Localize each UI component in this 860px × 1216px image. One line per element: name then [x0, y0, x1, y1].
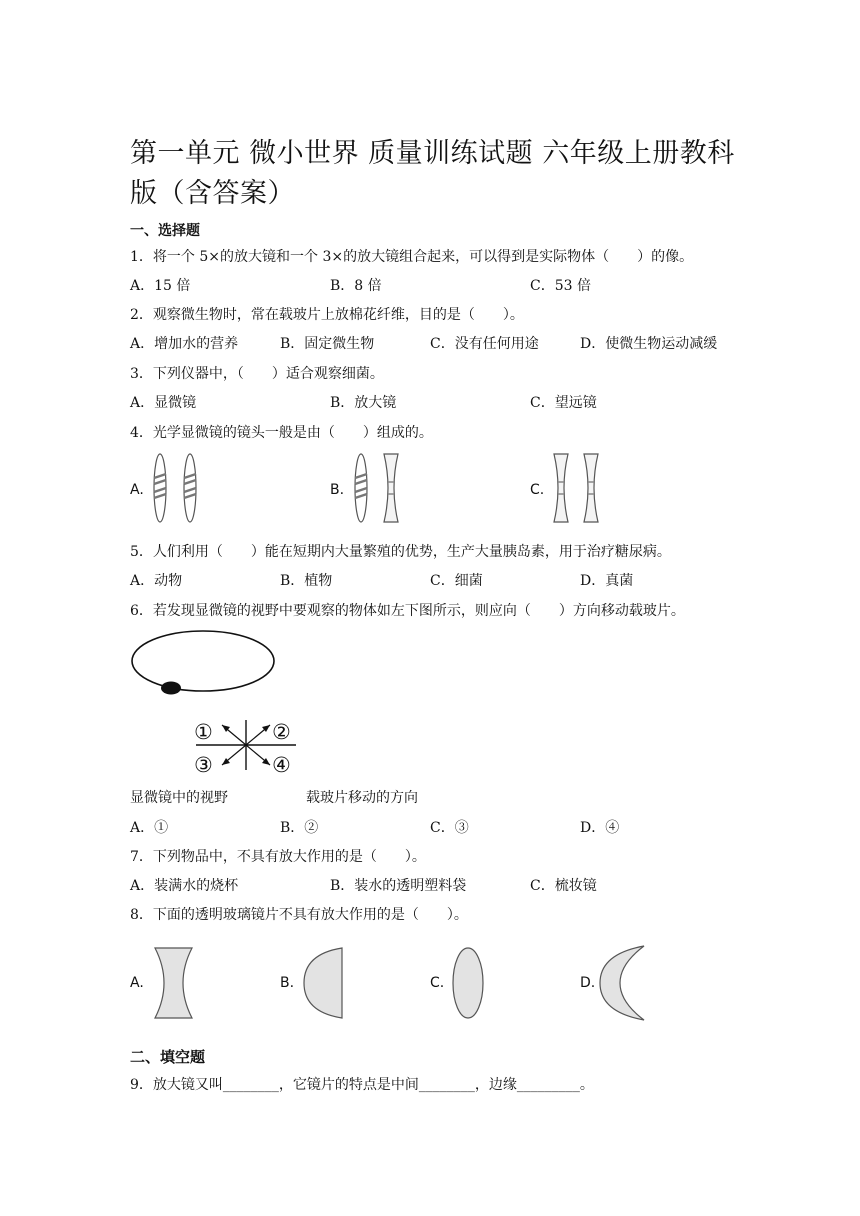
- q2-option-a[interactable]: A．增加水的营养: [130, 336, 239, 352]
- concave-lens-icon: [384, 454, 398, 522]
- question-4: 4．光学显微镜的镜头一般是由（ ）组成的。: [130, 425, 433, 441]
- question-9: 9．放大镜又叫________，它镜片的特点是中间________，边缘_________。: [130, 1077, 594, 1093]
- q6-option-c[interactable]: C．③: [430, 820, 469, 836]
- q8-option-a[interactable]: A.: [130, 975, 144, 991]
- question-2: 2．观察微生物时，常在载玻片上放棉花纤维，目的是（ ）。: [130, 307, 524, 323]
- q4-lens-pair-concave-concave: [550, 452, 610, 524]
- q4-option-a[interactable]: A.: [130, 482, 144, 498]
- q2-option-b[interactable]: B．固定微生物: [280, 336, 375, 352]
- biconcave-lens-icon: [152, 946, 196, 1020]
- q1-option-c[interactable]: C．53 倍: [530, 278, 591, 294]
- q4-option-b[interactable]: B.: [330, 482, 345, 498]
- q4-option-c[interactable]: C.: [530, 482, 545, 498]
- question-5: 5．人们利用（ ）能在短期内大量繁殖的优势，生产大量胰岛素，用于治疗糖尿病。: [130, 544, 671, 560]
- q4-lens-pair-convex-concave: [348, 452, 408, 524]
- q3-option-a[interactable]: A．显微镜: [130, 395, 197, 411]
- biconvex-lens-icon: [450, 946, 490, 1020]
- concave-lens-icon: [554, 454, 568, 522]
- microscope-field-of-view-diagram: [130, 630, 280, 700]
- q8-option-d[interactable]: D.: [580, 975, 596, 991]
- section-fill-blank-heading: 二、填空题: [130, 1048, 206, 1066]
- q5-option-a[interactable]: A．动物: [130, 573, 183, 589]
- convex-lens-icon: [184, 454, 196, 522]
- q6-option-b[interactable]: B．②: [280, 820, 319, 836]
- arrow-label-3: ③: [194, 753, 213, 777]
- question-7: 7．下列物品中，不具有放大作用的是（ ）。: [130, 849, 426, 865]
- arrow-label-4: ④: [272, 753, 291, 777]
- section-choice-heading: 一、选择题: [130, 223, 200, 239]
- q4-lens-pair-convex-convex: [148, 452, 208, 524]
- q6-option-d[interactable]: D．④: [580, 820, 620, 836]
- q3-option-c[interactable]: C．望远镜: [530, 395, 597, 411]
- question-6: 6．若发现显微镜的视野中要观察的物体如左下图所示，则应向（ ）方向移动载玻片。: [130, 603, 685, 619]
- q7-option-a[interactable]: A．装满水的烧杯: [130, 878, 239, 894]
- arrow-label-2: ②: [272, 720, 291, 744]
- question-8: 8．下面的透明玻璃镜片不具有放大作用的是（ ）。: [130, 907, 468, 923]
- q7-option-b[interactable]: B．装水的透明塑料袋: [330, 878, 467, 894]
- plano-convex-lens-icon: [302, 946, 346, 1020]
- convex-lens-icon: [154, 454, 166, 522]
- question-1: 1．将一个 5×的放大镜和一个 3×的放大镜组合起来，可以得到是实际物体（ ）的像。: [130, 249, 694, 265]
- convex-lens-icon: [355, 454, 367, 522]
- page-title-line2: 版（含答案）: [130, 178, 295, 209]
- page-title-line1: 第一单元 微小世界 质量训练试题 六年级上册教科: [130, 138, 735, 169]
- q5-option-c[interactable]: C．细菌: [430, 573, 483, 589]
- q2-option-d[interactable]: D．使微生物运动减缓: [580, 336, 718, 352]
- q8-option-b[interactable]: B.: [280, 975, 295, 991]
- concave-lens-icon: [584, 454, 598, 522]
- q2-option-c[interactable]: C．没有任何用途: [430, 336, 539, 352]
- q6-caption-slide-direction: 载玻片移动的方向: [306, 790, 418, 806]
- question-3: 3．下列仪器中，（ ）适合观察细菌。: [130, 366, 384, 382]
- slide-direction-arrows-diagram: [192, 716, 302, 776]
- q3-option-b[interactable]: B．放大镜: [330, 395, 397, 411]
- q5-option-b[interactable]: B．植物: [280, 573, 333, 589]
- q7-option-c[interactable]: C．梳妆镜: [530, 878, 597, 894]
- q1-option-a[interactable]: A．15 倍: [130, 278, 191, 294]
- meniscus-lens-icon: [598, 944, 654, 1022]
- q5-option-d[interactable]: D．真菌: [580, 573, 634, 589]
- observed-object-dot: [161, 682, 181, 695]
- arrow-label-1: ①: [194, 720, 213, 744]
- q6-option-a[interactable]: A．①: [130, 820, 169, 836]
- q8-option-c[interactable]: C.: [430, 975, 445, 991]
- q1-option-b[interactable]: B．8 倍: [330, 278, 382, 294]
- q6-caption-field-of-view: 显微镜中的视野: [130, 790, 228, 806]
